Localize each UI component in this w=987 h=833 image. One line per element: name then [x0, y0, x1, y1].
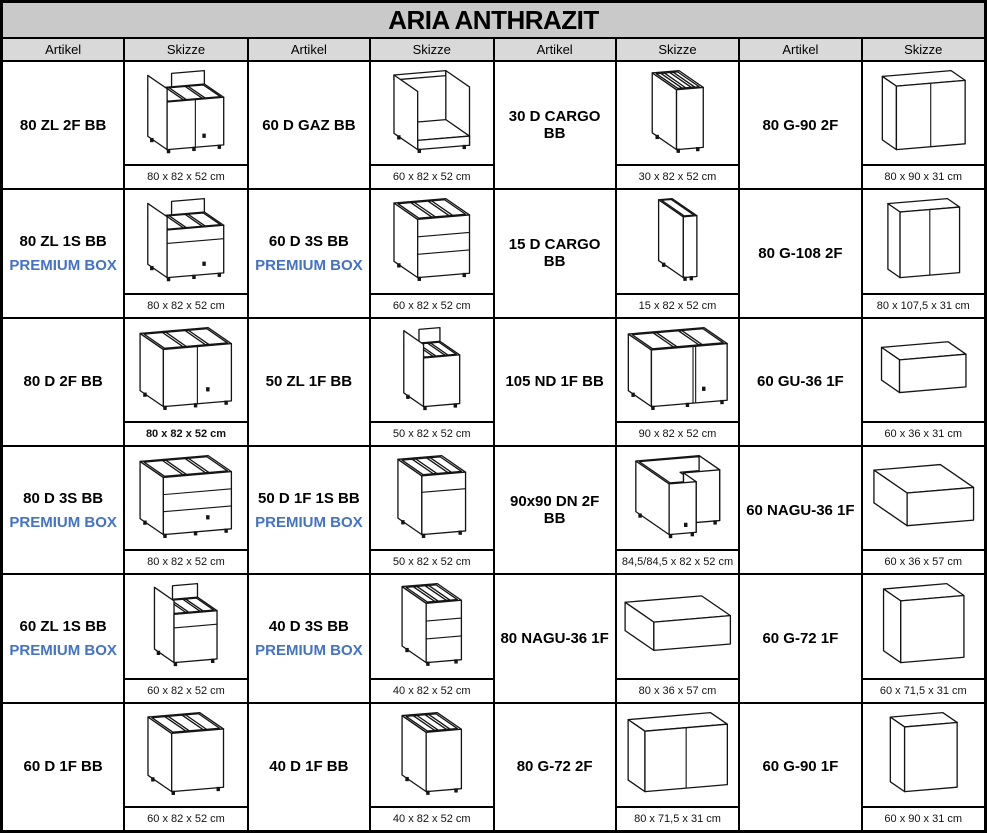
sketch-area	[125, 447, 246, 549]
cabinet-sketch	[125, 447, 246, 549]
article-cell	[495, 575, 615, 701]
sketch-dimensions: 84,5/84,5 x 82 x 52 cm	[617, 549, 738, 573]
article-code: 50 ZL 1F BB	[265, 373, 353, 391]
sketch-dimensions: 60 x 82 x 52 cm	[371, 164, 492, 188]
sketch-area	[125, 704, 246, 806]
article-cell	[3, 319, 123, 445]
article-code: 80 G-90 2F	[762, 116, 839, 134]
sketch-dimensions: 80 x 107,5 x 31 cm	[863, 293, 984, 317]
article-code: 40 D 1F BB	[269, 758, 349, 776]
article-code: 60 ZL 1S BB	[19, 617, 107, 635]
premium-box-label: PREMIUM BOX	[255, 642, 363, 660]
sketch-area	[371, 62, 492, 164]
cabinet-sketch	[617, 447, 738, 549]
cabinet-sketch	[863, 190, 984, 292]
premium-box-label: PREMIUM BOX	[9, 257, 117, 275]
article-code: 60 D GAZ BB	[262, 116, 356, 134]
sketch-area	[125, 575, 246, 677]
article-code: 60 G-90 1F	[762, 758, 839, 776]
sketch-area	[617, 190, 738, 292]
column-header-skizze-1: Skizze	[125, 39, 246, 60]
sketch-cell	[371, 447, 492, 573]
article-cell	[3, 575, 123, 701]
cabinet-sketch	[371, 575, 492, 677]
article-code: 80 G-108 2F	[758, 244, 843, 262]
article-code: 60 G-72 1F	[762, 629, 839, 647]
article-cell	[3, 62, 123, 188]
sketch-dimensions: 60 x 82 x 52 cm	[125, 806, 246, 830]
sketch-area	[371, 704, 492, 806]
article-code: 80 ZL 1S BB	[19, 232, 107, 250]
sketch-cell	[863, 575, 984, 701]
article-code: 80 ZL 2F BB	[19, 116, 107, 134]
sketch-cell	[617, 62, 738, 188]
sketch-area	[617, 62, 738, 164]
sketch-area	[371, 575, 492, 677]
sketch-cell	[863, 190, 984, 316]
premium-box-label: PREMIUM BOX	[255, 257, 363, 275]
sketch-area	[863, 319, 984, 421]
cabinet-sketch	[863, 319, 984, 421]
sketch-cell	[863, 704, 984, 830]
sketch-dimensions: 80 x 82 x 52 cm	[125, 421, 246, 445]
cabinet-sketch	[125, 575, 246, 677]
article-cell	[495, 62, 615, 188]
cabinet-sketch	[125, 319, 246, 421]
cabinet-sketch	[863, 447, 984, 549]
sketch-area	[863, 62, 984, 164]
cabinet-sketch	[371, 447, 492, 549]
sketch-dimensions: 60 x 82 x 52 cm	[125, 678, 246, 702]
sketch-dimensions: 60 x 71,5 x 31 cm	[863, 678, 984, 702]
article-cell	[249, 319, 369, 445]
sketch-area	[371, 447, 492, 549]
cabinet-sketch	[863, 575, 984, 677]
article-cell	[3, 190, 123, 316]
cabinet-sketch	[863, 704, 984, 806]
column-header-artikel-6: Artikel	[740, 39, 860, 60]
sketch-dimensions: 80 x 82 x 52 cm	[125, 293, 246, 317]
article-code: 60 D 1F BB	[23, 758, 103, 776]
sketch-area	[617, 447, 738, 549]
sketch-cell	[863, 319, 984, 445]
article-cell	[249, 575, 369, 701]
cabinet-sketch	[371, 319, 492, 421]
sketch-area	[863, 447, 984, 549]
article-code: 50 D 1F 1S BB	[258, 489, 360, 507]
article-code: 90x90 DN 2F BB	[510, 492, 600, 528]
sketch-cell	[371, 319, 492, 445]
sketch-cell	[125, 62, 246, 188]
sketch-dimensions: 50 x 82 x 52 cm	[371, 421, 492, 445]
sketch-dimensions: 80 x 82 x 52 cm	[125, 549, 246, 573]
cabinet-sketch	[125, 190, 246, 292]
sketch-cell	[125, 704, 246, 830]
article-cell	[249, 704, 369, 830]
sketch-cell	[371, 190, 492, 316]
article-cell	[740, 319, 860, 445]
sketch-cell	[617, 447, 738, 573]
sketch-cell	[125, 319, 246, 445]
article-code: 80 D 2F BB	[23, 373, 103, 391]
article-cell	[495, 704, 615, 830]
sketch-cell	[617, 319, 738, 445]
sketch-dimensions: 30 x 82 x 52 cm	[617, 164, 738, 188]
article-code: 80 NAGU-36 1F	[500, 629, 609, 647]
article-cell	[495, 319, 615, 445]
cabinet-sketch	[371, 190, 492, 292]
sketch-cell	[125, 575, 246, 701]
article-cell	[3, 447, 123, 573]
sketch-area	[863, 575, 984, 677]
sketch-dimensions: 80 x 82 x 52 cm	[125, 164, 246, 188]
cabinet-sketch	[617, 319, 738, 421]
sketch-area	[371, 319, 492, 421]
sketch-area	[371, 190, 492, 292]
sketch-dimensions: 80 x 36 x 57 cm	[617, 678, 738, 702]
column-header-skizze-3: Skizze	[371, 39, 492, 60]
cabinet-sketch	[125, 704, 246, 806]
column-header-artikel-4: Artikel	[495, 39, 615, 60]
article-code: 60 D 3S BB	[268, 232, 349, 250]
article-cell	[249, 447, 369, 573]
premium-box-label: PREMIUM BOX	[9, 642, 117, 660]
article-cell	[3, 704, 123, 830]
sketch-dimensions: 80 x 71,5 x 31 cm	[617, 806, 738, 830]
sketch-dimensions: 40 x 82 x 52 cm	[371, 678, 492, 702]
article-cell	[740, 447, 860, 573]
cabinet-sketch	[617, 62, 738, 164]
cabinet-sketch	[125, 62, 246, 164]
article-cell	[740, 190, 860, 316]
page-title: ARIA ANTHRAZIT	[3, 3, 984, 37]
sketch-cell	[617, 704, 738, 830]
sketch-cell	[371, 704, 492, 830]
sketch-dimensions: 80 x 90 x 31 cm	[863, 164, 984, 188]
premium-box-label: PREMIUM BOX	[9, 513, 117, 531]
article-cell	[249, 190, 369, 316]
article-code: 105 ND 1F BB	[505, 373, 604, 391]
article-cell	[740, 704, 860, 830]
sketch-cell	[863, 447, 984, 573]
sketch-area	[863, 190, 984, 292]
sketch-area	[617, 704, 738, 806]
sketch-cell	[617, 575, 738, 701]
sketch-cell	[617, 190, 738, 316]
article-code: 15 D CARGO BB	[508, 236, 601, 271]
sketch-area	[863, 704, 984, 806]
sketch-dimensions: 50 x 82 x 52 cm	[371, 549, 492, 573]
column-header-artikel-2: Artikel	[249, 39, 369, 60]
article-code: 60 NAGU-36 1F	[746, 501, 855, 519]
sketch-dimensions: 15 x 82 x 52 cm	[617, 293, 738, 317]
article-code: 80 D 3S BB	[23, 489, 104, 507]
column-header-skizze-7: Skizze	[863, 39, 984, 60]
sketch-cell	[125, 190, 246, 316]
sketch-dimensions: 60 x 82 x 52 cm	[371, 293, 492, 317]
cabinet-sketch	[617, 575, 738, 677]
sketch-dimensions: 90 x 82 x 52 cm	[617, 421, 738, 445]
article-code: 40 D 3S BB	[268, 617, 349, 635]
article-cell	[249, 62, 369, 188]
article-cell	[495, 190, 615, 316]
column-header-skizze-5: Skizze	[617, 39, 738, 60]
sketch-cell	[371, 62, 492, 188]
cabinet-sketch	[863, 62, 984, 164]
article-cell	[495, 447, 615, 573]
sketch-cell	[371, 575, 492, 701]
sketch-area	[125, 62, 246, 164]
cabinet-sketch	[371, 704, 492, 806]
cabinet-sketch	[617, 704, 738, 806]
sketch-dimensions: 40 x 82 x 52 cm	[371, 806, 492, 830]
sketch-cell	[863, 62, 984, 188]
premium-box-label: PREMIUM BOX	[255, 513, 363, 531]
sketch-area	[125, 319, 246, 421]
cabinet-sketch	[371, 62, 492, 164]
article-cell	[740, 62, 860, 188]
sketch-dimensions: 60 x 36 x 31 cm	[863, 421, 984, 445]
sketch-area	[617, 575, 738, 677]
cabinet-sketch	[617, 190, 738, 292]
sketch-cell	[125, 447, 246, 573]
sketch-dimensions: 60 x 90 x 31 cm	[863, 806, 984, 830]
sketch-dimensions: 60 x 36 x 57 cm	[863, 549, 984, 573]
sketch-area	[617, 319, 738, 421]
article-code: 80 G-72 2F	[516, 758, 593, 776]
sketch-area	[125, 190, 246, 292]
column-header-artikel-0: Artikel	[3, 39, 123, 60]
article-cell	[740, 575, 860, 701]
article-code: 30 D CARGO BB	[508, 107, 601, 143]
article-code: 60 GU-36 1F	[757, 373, 844, 391]
